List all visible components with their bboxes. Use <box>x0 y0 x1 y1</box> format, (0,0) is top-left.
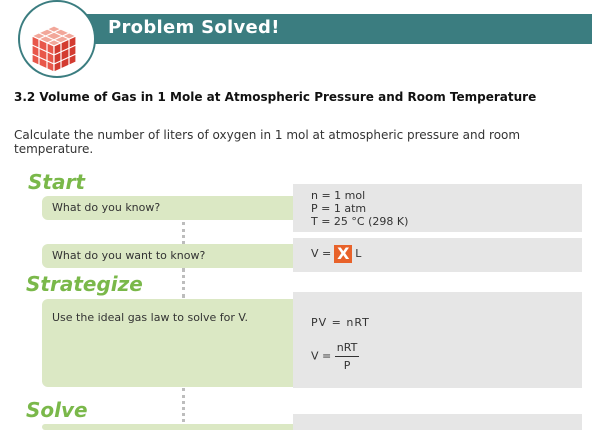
unknown-box <box>293 238 582 272</box>
want-prompt-box <box>42 244 300 268</box>
connector-line <box>182 388 185 428</box>
connector-line <box>182 268 185 298</box>
ideal-gas-equation: PV = nRT <box>311 316 370 329</box>
unknown-unit: L <box>355 247 362 260</box>
want-prompt-text: What do you want to know? <box>52 249 206 262</box>
given-temperature: T = 25 °C (298 K) <box>311 215 409 228</box>
header-title: Problem Solved! <box>108 17 280 38</box>
unknown-x-icon: X <box>334 245 352 263</box>
givens-box <box>293 184 582 232</box>
strategy-box <box>42 299 300 387</box>
problem-statement: Calculate the number of liters of oxygen in 1 mol at atmospheric pressure and room temperature. <box>14 128 521 156</box>
solve-result-box <box>293 414 582 430</box>
volume-fraction <box>335 341 360 372</box>
volume-equation-left: V = <box>311 349 332 363</box>
step-label-start: Start <box>28 170 85 194</box>
strategy-text: Use the ideal gas law to solve for V. <box>52 311 248 324</box>
unknown-volume-label: V = <box>311 247 332 260</box>
step-label-strategize: Strategize <box>26 272 143 296</box>
solve-box <box>42 424 300 430</box>
know-prompt-text: What do you know? <box>52 201 161 214</box>
cube-logo-icon <box>18 0 96 78</box>
given-pressure: P = 1 atm <box>311 202 367 215</box>
equation-box <box>293 292 582 388</box>
fraction-denominator: P <box>343 359 351 372</box>
fraction-numerator: nRT <box>335 341 360 357</box>
section-heading: 3.2 Volume of Gas in 1 Mole at Atmospheric Pressure and Room Temperature <box>14 90 537 104</box>
given-moles: n = 1 mol <box>311 189 366 202</box>
step-label-solve: Solve <box>26 398 88 422</box>
connector-line <box>182 222 185 244</box>
volume-equation <box>311 341 582 372</box>
know-prompt-box <box>42 196 300 220</box>
